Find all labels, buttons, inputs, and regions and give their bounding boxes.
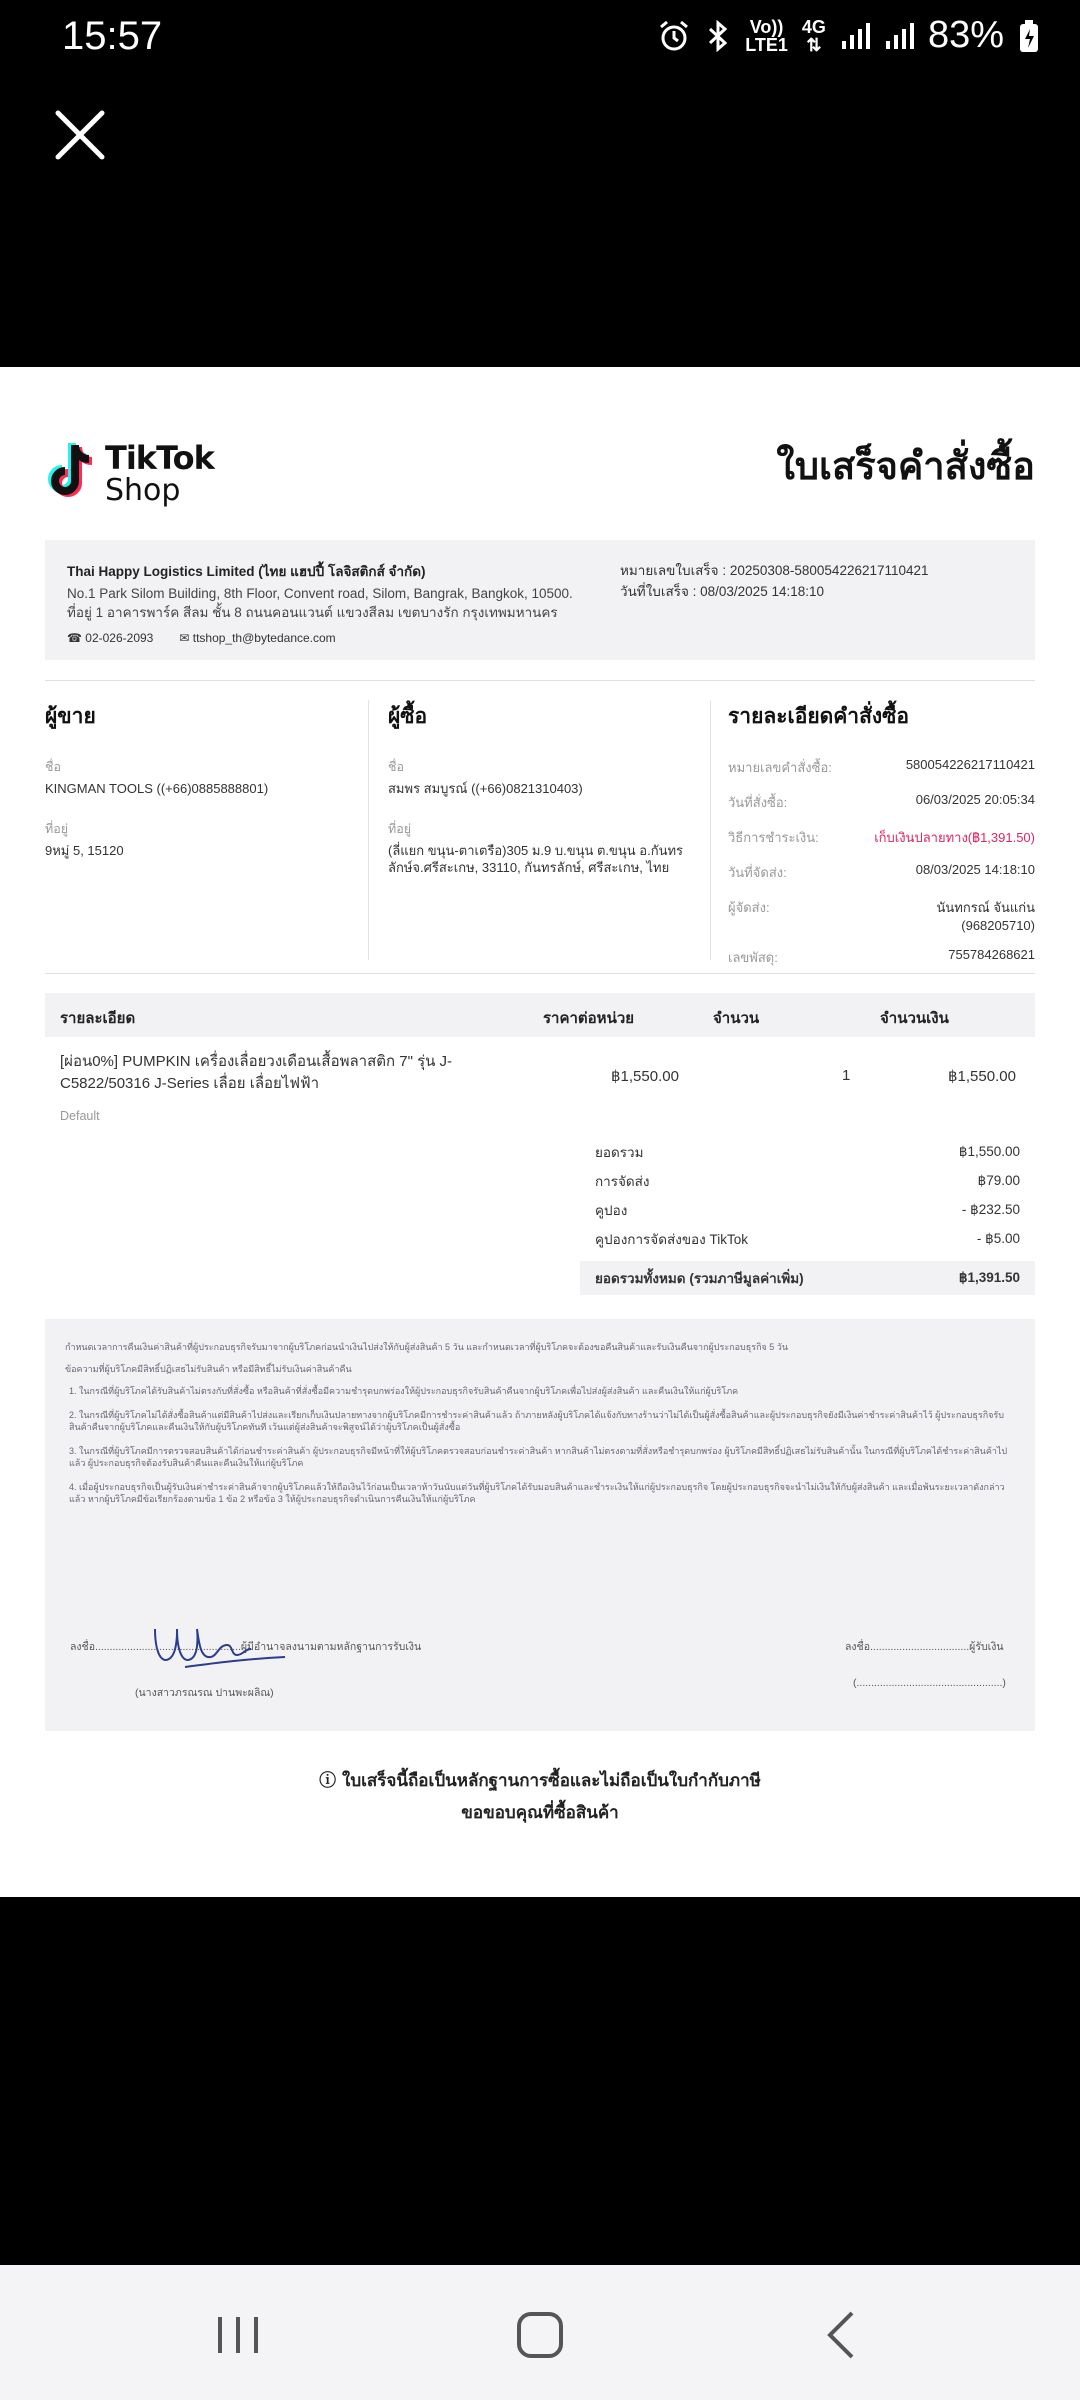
terms-paragraph: 4. เมื่อผู้ประกอบธุรกิจเป็นผู้รับเงินค่าชำระค่าสินค้าจากผู้บริโภคแล้วให้ถือเงินไว้ก่อนเป็นเวลาห้าวันนับแต่วันที่ผู้บริโภคได้รับมอบสินค้าและชำระเงินให้แก่ผู้ประกอบธุรกิจ โดยผู้ประกอบธุรกิจจะนำไม่เงินให้กับผู้ส่งสินค้า และเมื่อพ้นระยะเวลาดังกล่าวแล้ว หากผู้บริโภคมีข้อเรียกร้องตามข้อ 1 ข้อ 2 หรือข้อ 3 ให้ผู้ประกอบธุรกิจดำเนินการคืนเงินให้แก่ผู้บริโภค [69, 1482, 1005, 1504]
order-row: ผู้จัดส่ง: นันทกรณ์ จันแก่น (968205710) [728, 900, 1035, 933]
order-heading: รายละเอียดคำสั่งซื้อ [728, 704, 910, 728]
signature-right-paren: (..................................................) [853, 1677, 1006, 1689]
terms-intro: กำหนดเวลาการคืนเงินค่าสินค้าที่ผู้ประกอบธุรกิจรับมาจากผู้บริโภคก่อนนำเงินไปส่งให้กับผู้ส่งสินค้า 5 วัน และกำหนดเวลาที่ผู้บริโภคจะต้องขอคืนสินค้าและรับเงินคืนจากผู้ประกอบธุรกิจ 5 วัน [65, 1342, 789, 1352]
item-variant: Default [60, 1109, 100, 1123]
terms-paragraph: 2. ในกรณีที่ผู้บริโภคไม่ได้สั่งซื้อสินค้าแต่มีสินค้าไปส่งและเรียกเก็บเงินปลายทางจากผู้บริโภคมีการชำระค่าสินค้าแล้ว ถ้าภายหลังผู้บริโภคได้แจ้งกับทางร้านว่าไม่ได้เป็นผู้สั่งซื้อสินค้าและผู้ประกอบธุรกิจยังมีเงินค่าชำระค่าสินค้าไว้ ผู้ประกอบธุรกิจรับสินค้าคืนจากผู้บริโภคและคืนเงินให้กับผู้บริโภคทันที เว้นแต่ผู้ส่งสินค้าจะพิสูจน์ได้ว่าผู้บริโภคเป็นผู้สั่งซื้อ [69, 1410, 1004, 1432]
tiktok-shop-logo [45, 439, 225, 509]
col-detail: รายละเอียด [60, 1010, 136, 1027]
summary-row: การจัดส่ง ฿79.00 [595, 1172, 1020, 1189]
receipt-meta [620, 560, 929, 602]
alarm-icon [657, 19, 691, 53]
brand-line2: Shop [105, 473, 181, 508]
buyer-address-label: ที่อยู่ [388, 822, 412, 836]
status-time: 15:57 [62, 14, 163, 58]
company-contact [67, 631, 1013, 645]
signature-left-line: ลงชื่อ..................................................ผู้มีอำนาจลงนามตามหลักฐานการรับเงิน [70, 1641, 422, 1653]
signal-icon-1 [840, 21, 870, 51]
signer-name: (นางสาวภรณรณ ปานพะผลิณ) [135, 1687, 274, 1699]
battery-icon [1018, 19, 1040, 53]
order-row: หมายเลขคำสั่งซื้อ: 580054226217110421 [728, 757, 1035, 775]
column-divider [710, 700, 711, 960]
table-row [45, 1037, 1035, 1127]
seller-address: 9หมู่ 5, 15120 [45, 843, 124, 858]
receipt-document [0, 367, 1080, 1897]
company-address-en: No.1 Park Silom Building, 8th Floor, Convent road, Silom, Bangrak, Bangkok, 10500. [67, 586, 573, 601]
seller-section [45, 700, 345, 881]
order-row: วิธีการชำระเงิน: เก็บเงินปลายทาง(฿1,391.50) [728, 830, 1035, 845]
item-qty: 1 [842, 1067, 851, 1084]
order-summary [580, 1137, 1035, 1295]
items-table-header [45, 993, 1035, 1037]
item-amount: ฿1,550.00 [948, 1068, 1016, 1085]
divider [45, 680, 1035, 681]
terms-paragraph: 3. ในกรณีที่ผู้บริโภคมีการตรวจสอบสินค้าได้ก่อนชำระค่าสินค้า ผู้ประกอบธุรกิจมีหน้าที่ให้ผู้บริโภคตรวจสอบก่อนชำระค่าสินค้า หากสินค้าไม่ตรงตามที่สั่งหรือชำรุดบกพร่อง ผู้บริโภคมีสิทธิ์ปฏิเสธไม่รับสินค้านั้น ในกรณีที่ผู้บริโภคได้ชำระค่าสินค้าไปแล้ว ผู้ประกอบธุรกิจต้องรับสินค้าคืนและคืนเงินให้แก่ผู้บริโภค [69, 1446, 1008, 1468]
buyer-heading: ผู้ซื้อ [388, 704, 428, 728]
terms-section [45, 1319, 1035, 1731]
network-type: 4G ⇅ [801, 16, 826, 55]
seller-name: KINGMAN TOOLS ((+66)0885888801) [45, 781, 269, 796]
summary-total: ยอดรวมทั้งหมด (รวมภาษีมูลค่าเพิ่ม) ฿1,391.50 [580, 1261, 1035, 1295]
signature-right-line: ลงชื่อ..................................ผู้รับเงิน [845, 1641, 1004, 1653]
summary-row: คูปองการจัดส่งของ TikTok - ฿5.00 [595, 1230, 1020, 1247]
back-button[interactable] [802, 2295, 882, 2375]
col-price: ราคาต่อหน่วย [543, 1010, 635, 1027]
footer-line2: ขอขอบคุณที่ซื้อสินค้า [461, 1803, 619, 1823]
receipt-date: วันที่ใบเสร็จ : 08/03/2025 14:18:10 [620, 584, 825, 599]
recent-apps-button[interactable] [198, 2295, 278, 2375]
phone-contact: ☎ 02-026-2093 [67, 631, 154, 645]
buyer-section [388, 700, 688, 898]
footer-note [0, 1765, 1080, 1829]
item-price: ฿1,550.00 [611, 1068, 679, 1085]
volte-indicator: Vo)) LTE1 [745, 16, 788, 55]
footer-line1: ⓘ ใบเสร็จนี้ถือเป็นหลักฐานการซื้อและไม่ถือเป็นใบกำกับภาษี [319, 1771, 761, 1791]
col-qty: จำนวน [713, 1010, 760, 1027]
close-button[interactable] [50, 105, 110, 165]
receipt-number: หมายเลขใบเสร็จ : 20250308-580054226217110421 [620, 563, 929, 578]
navigation-bar [0, 2265, 1080, 2400]
brand-line1: TikTok [105, 439, 214, 477]
seller-address-label: ที่อยู่ [45, 822, 69, 836]
seller-name-label: ชื่อ [45, 760, 61, 774]
receipt-title: ใบเสร็จคำสั่งซื้อ [776, 444, 1035, 488]
signal-icon-2 [884, 21, 914, 51]
item-name: [ผ่อน0%] PUMPKIN เครื่องเลื่อยวงเดือนเสื้อพลาสติก 7" รุ่น J-C5822/50316 J-Series เลื่อย เลื่อยไฟฟ้า [60, 1053, 453, 1092]
tiktok-logo-icon [45, 441, 101, 503]
handwritten-signature [145, 1619, 295, 1679]
seller-heading: ผู้ขาย [45, 704, 96, 728]
buyer-address: (ลี่แยก ขนุน-ตาเตรือ)305 ม.9 บ.ขนุน ต.ขนุน อ.กันทรลักษ์จ.ศรีสะเกษ, 33110, กันทรลักษ์, ศรีสะเกษ, ไทย [388, 843, 684, 875]
order-row: เลขพัสดุ: 755784268621 [728, 947, 1035, 965]
summary-row: ยอดรวม ฿1,550.00 [595, 1143, 1020, 1160]
order-row: วันที่จัดส่ง: 08/03/2025 14:18:10 [728, 862, 1035, 880]
email-contact: ✉ ttshop_th@bytedance.com [179, 631, 336, 645]
col-amount: จำนวนเงิน [880, 1010, 949, 1027]
buyer-name-label: ชื่อ [388, 760, 404, 774]
status-icons [657, 14, 1040, 57]
status-bar [0, 0, 1080, 80]
divider [45, 973, 1035, 974]
home-button[interactable] [500, 2295, 580, 2375]
order-row: วันที่สั่งซื้อ: 06/03/2025 20:05:34 [728, 792, 1035, 810]
company-name: Thai Happy Logistics Limited (ไทย แฮปปี้ โลจิสติกส์ จำกัด) [67, 564, 426, 579]
signature-area [45, 1619, 1035, 1719]
terms-intro: ข้อความที่ผู้บริโภคมีสิทธิ์ปฏิเสธไม่รับสินค้า หรือมีสิทธิ์ไม่รับเงินค่าสินค้าคืน [65, 1364, 352, 1374]
buyer-name: สมพร สมบูรณ์ ((+66)0821310403) [388, 781, 583, 796]
summary-row: คูปอง - ฿232.50 [595, 1201, 1020, 1218]
battery-percent: 83% [927, 14, 1004, 56]
terms-paragraph: 1. ในกรณีที่ผู้บริโภคได้รับสินค้าไม่ตรงกับที่สั่งซื้อ หรือสินค้าที่สั่งซื้อมีความชำรุดบกพร่องให้ผู้ประกอบธุรกิจรับสินค้าคืนจากผู้บริโภคเพื่อไปส่งผู้ส่งสินค้า และคืนเงินให้แก่ผู้บริโภค [69, 1386, 739, 1396]
company-info [45, 540, 1035, 660]
bluetooth-icon [705, 19, 731, 53]
order-details-section [728, 700, 1035, 982]
column-divider [368, 700, 369, 960]
company-address-th: ที่อยู่ 1 อาคารพาร์ค สีลม ชั้น 8 ถนนคอนแวนต์ แขวงสีลม เขตบางรัก กรุงเทพมหานคร [67, 605, 558, 620]
